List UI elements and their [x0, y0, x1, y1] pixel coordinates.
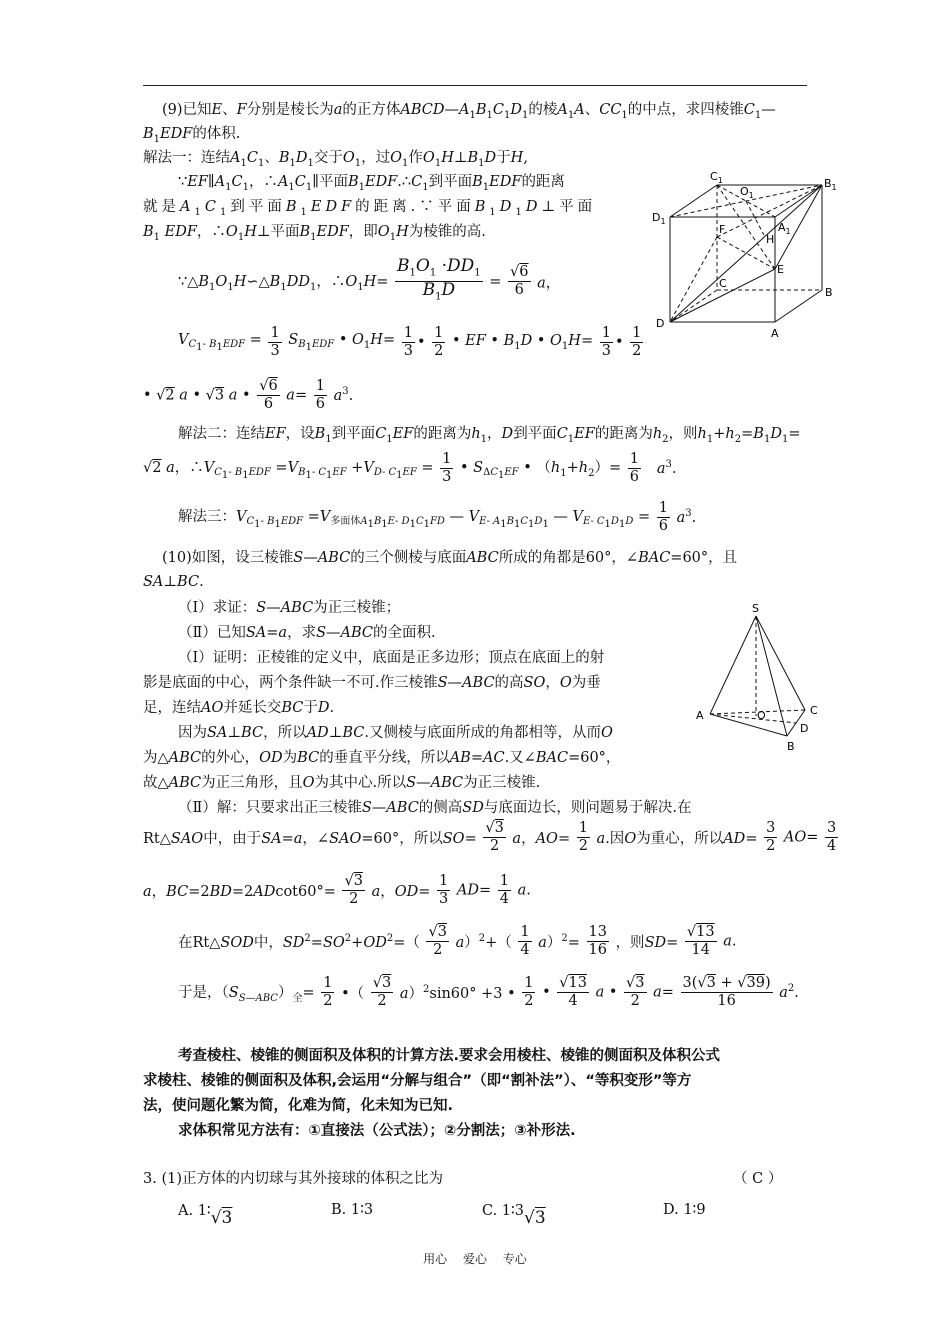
label-D1: $D_1$ — [652, 211, 666, 226]
p10-p2: 影是底面的中心，两个条件缺一不可.作三棱锥S—ABC的高SO，O为垂 — [143, 675, 601, 691]
q3-answer: （ C ） — [733, 1171, 783, 1187]
label-E: E — [777, 263, 784, 276]
q3-option-b: B. 1∶3 — [331, 1202, 374, 1218]
p9-sol1-l2: $\because EF\parallel A_1C_1$，$\therefore A_1C_1\parallel$平面$B_1EDF.\therefore C_1$到平面$B_1EDF$的距离 — [178, 174, 565, 193]
label-A1: $A_1$ — [778, 221, 791, 236]
label-B: B — [825, 286, 833, 299]
p9-line1: (9)已知E、F分别是棱长为a的正方体$ABCD—A_1B_1C_1D_1$的棱$A_1A$、$CC_1$的中点，求四棱锥$C_1—$ — [162, 102, 776, 121]
p10-p3: 足，连结AO并延长交BC于D. — [143, 700, 335, 716]
p10-s2: Rt△SAO中，由于SA=a，∠SAO=60°，所以SO= $\frac{√3}{2}$ a，AO= $\frac{1}{2}$ a.因O为重心，所以AD= $\frac{3}{2}$ AO= $\frac{3}{4}$ — [143, 820, 837, 854]
q3-option-d: D. 1∶9 — [663, 1202, 706, 1218]
label-C: C — [719, 277, 727, 290]
cube-figure — [640, 165, 840, 345]
label-A: A — [696, 709, 704, 722]
q3-option-c: C. 1∶3√3 — [482, 1203, 546, 1228]
p10-p4: 因为SA⊥BC，所以AD⊥BC.又侧棱与底面所成的角都相等，从而O — [178, 725, 613, 741]
label-C1: $C_1$ — [710, 170, 723, 185]
p10-l2: SA⊥BC. — [143, 574, 204, 590]
label-D: D — [800, 722, 809, 735]
p9-volume-2: • √2 a • √3 a • $\frac{√6}{6}$ a= $\frac{1}{6}$ $a^3$. — [143, 378, 354, 412]
p9-sol1-intro: 解法一：连结$A_1C_1$、$B_1D_1$交于$O_1$，过$O_1$作$O_1H\perp B_1D$于H, — [143, 150, 528, 169]
label-D: D — [656, 317, 665, 330]
p10-s1: （Ⅱ）解：只要求出正三棱锥S—ABC的侧高SD与底面边长，则问题易于解决.在 — [178, 800, 692, 816]
p10-p6: 故△ABC为正三角形，且O为其中心.所以S—ABC为正三棱锥. — [143, 775, 541, 791]
summary-l2: 求棱柱、棱锥的侧面积及体积,会运用“分解与组合”（即“割补法”）、“等积变形”等方 — [143, 1073, 692, 1089]
label-S: S — [752, 602, 759, 615]
p10-p1: （Ⅰ）证明：正棱锥的定义中，底面是正多边形；顶点在底面上的射 — [178, 650, 605, 666]
label-O: O — [757, 709, 766, 722]
summary-l4: 求体积常见方法有：①直接法（公式法）；②分割法；③补形法. — [178, 1123, 576, 1139]
label-O1: $O_1$ — [740, 185, 754, 200]
p9-line2: $B_1EDF$的体积. — [143, 126, 241, 145]
header-rule — [143, 85, 807, 86]
summary-l1: 考查棱柱、棱锥的侧面积及体积的计算方法.要求会用棱柱、棱锥的侧面积及体积公式 — [178, 1048, 721, 1064]
label-F: F — [719, 223, 726, 236]
p9-sol1-l3: 就是$A_1C_1$到平面$B_1EDF$的距离.∵平面$B_1D_1D\perp$平面 — [143, 199, 597, 218]
label-B1: $B_1$ — [824, 177, 837, 192]
label-B: B — [787, 740, 795, 753]
p9-sol2-formula: √2 a，$\therefore V_{C_1- B_1EDF} =V_{B_1- C_1EF} +V_{D- C_1EF}$ = $\frac{1}{3}$ • $S_{\Delta C_1EF}$ • $(h_1+h_2)=$ $\frac{1}{6}$ $a^3$. — [143, 451, 677, 485]
label-C: C — [810, 704, 818, 717]
p9-sol1-l4: $B_1$ EDF，$\therefore O_1H\perp$平面$B_1EDF$，即$O_1H$为棱锥的高. — [143, 224, 486, 243]
p9-sol3: 解法三：$V_{C_1- B_1EDF} =V_{多面体A_1B_1E- D_1C_1FD}$ — $V_{E- A_1B_1C_1D_1}$ — $V_{E- C_1D_1D}$ = $\frac{1}{6}$ $a^3$. — [178, 500, 697, 534]
q3-option-a: A. 1∶√3 — [178, 1203, 233, 1228]
p9-volume-1: $V_{C_1- B_1EDF}$ = $\frac{1}{3}$ $S_{B_1EDF}$ • $O_1H=$ $\frac{1}{3}$ • $\frac{1}{2}$ • EF • $B_1D$ • $O_1H=$ $\frac{1}{3}$ • $\frac{1}{2}$ — [178, 325, 642, 359]
p10-s4: 在Rt△SOD中，$SD^2=SO^2+OD^2=$（ $\frac{√3}{2}$ a）$^2$+（ $\frac{1}{4}$ a）$^2$= $\frac{13}{16}$ ，则SD= $\frac{√13}{14}$ a. — [178, 924, 737, 958]
page-footer: 用心 爱心 专心 — [423, 1252, 527, 1266]
p9-sim-formula: $\because\triangle B_1O_1H∽\triangle B_1DD_1$，$\therefore O_1H=$ $\frac{B_1O_1 \cdot DD_1}{B_1D}$ = $\frac{√6}{6}$ a， — [178, 256, 561, 303]
p10-l1: (10)如图，设三棱锥S—ABC的三个侧棱与底面ABC所成的角都是60°，∠BAC=60°，且 — [162, 550, 738, 566]
q3-stem: 3. (1)正方体的内切球与其外接球的体积之比为 — [143, 1171, 443, 1187]
p10-s5: 于是，$(S_{S—ABC})_全=$ $\frac{1}{2}$ •（ $\frac{√3}{2}$ a）$^2$sin60° +3 • $\frac{1}{2}$ • $\frac{√13}{4}$ a • $\frac{√3}{2}$ a= $\frac{3(√3 + √39)}{16}$ $a^2$. — [178, 975, 799, 1009]
p10-q1: （Ⅰ）求证：S—ABC为正三棱锥； — [178, 600, 401, 616]
p9-sol2: 解法二：连结EF，设$B_1$到平面$C_1EF$的距离为$h_1$，D到平面$C_1EF$的距离为$h_2$，则$h_1+h_2=B_1D_1=$ — [178, 426, 801, 445]
label-A: A — [771, 327, 779, 340]
pyramid-figure — [690, 598, 830, 758]
summary-l3: 法，使问题化繁为简，化难为简，化未知为已知. — [143, 1098, 454, 1114]
p10-p5: 为△ABC的外心，OD为BC的垂直平分线，所以AB=AC.又∠BAC=60°， — [143, 750, 621, 766]
label-H: H — [766, 233, 775, 246]
p10-q2: （Ⅱ）已知SA=a，求S—ABC的全面积. — [178, 625, 436, 641]
p10-s3: a，BC=2BD=2ADcot60°= $\frac{√3}{2}$ a，OD= $\frac{1}{3}$ AD= $\frac{1}{4}$ a. — [143, 873, 531, 907]
